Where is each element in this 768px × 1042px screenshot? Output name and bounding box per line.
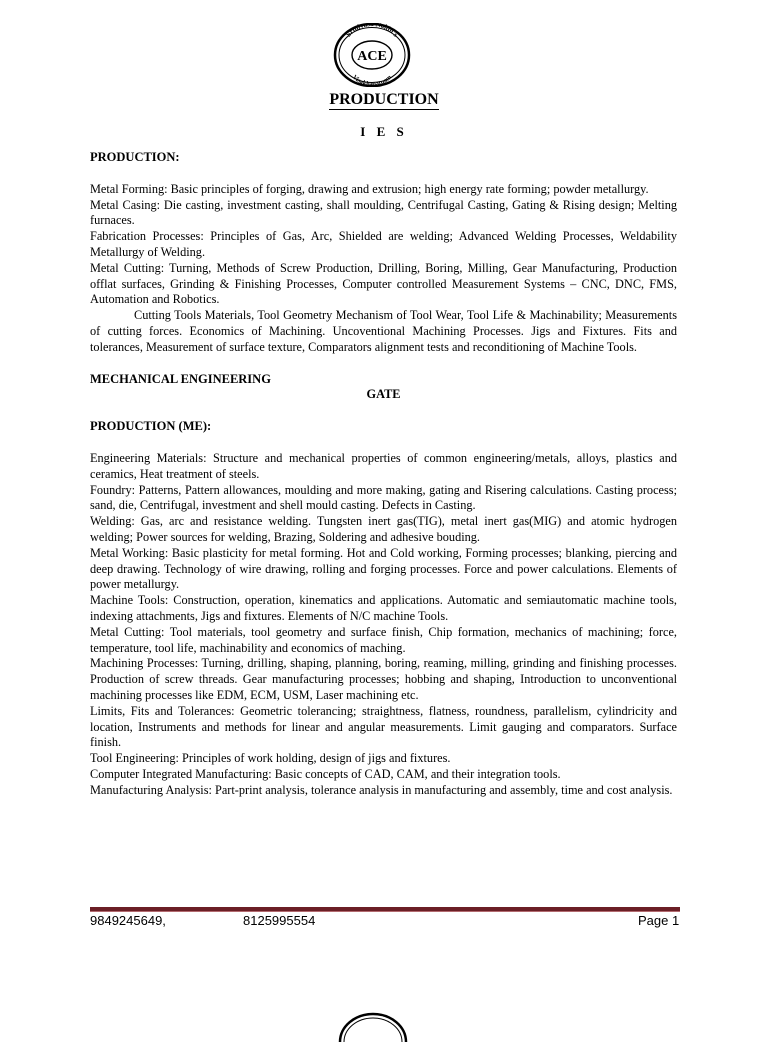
gate-branch-heading: MECHANICAL ENGINEERING — [90, 371, 271, 386]
ies-paragraph: Metal Casing: Die casting, investment casting, shall moulding, Centrifugal Casting, Gating & Rising design; Melting furnaces. — [90, 197, 677, 228]
logo-center-text: ACE — [357, 49, 387, 64]
next-page-logo — [338, 1012, 408, 1042]
gate-paragraph: Tool Engineering: Principles of work holding, design of jigs and fixtures. — [90, 751, 451, 766]
gate-paragraph: Metal Working: Basic plasticity for metal forming. Hot and Cold working, Forming processes; blanking, piercing and deep drawing. Technology of wire drawing, rolling and forging processes. Force and power calculations. Elements of power metallurgy. — [90, 545, 677, 592]
gate-paragraph: Manufacturing Analysis: Part-print analysis, tolerance analysis in manufacturing and assembly, time and cost analysis. — [90, 782, 673, 797]
gate-paragraph: Computer Integrated Manufacturing: Basic concepts of CAD, CAM, and their integration tools. — [90, 766, 561, 781]
gate-paragraph: Limits, Fits and Tolerances: Geometric tolerancing; straightness, flatness, roundness, parallelism, cylindricity and location, Instruments and methods for linear and angular measurements. Limit gauging and comparators. Surface finish. — [90, 703, 677, 750]
page-title-text: PRODUCTION — [329, 91, 439, 108]
ies-paragraph: Metal Cutting: Turning, Methods of Screw Production, Drilling, Boring, Milling, Gear Manufacturing, Production offlat surfaces, Grinding & Finishing Processes, Computer controlled Measurement Systems – CNC, DNC, FMS, Automation and Robotics. — [90, 260, 677, 307]
ies-paragraph: Fabrication Processes: Principles of Gas, Arc, Shielded are welding; Advanced Welding Processes, Weldability Metallurgy of Welding. — [90, 229, 677, 259]
gate-exam-heading: GATE — [366, 387, 401, 402]
ies-paragraph: Metal Forming: Basic principles of forging, drawing and extrusion; high energy rate forming; powder metallurgy. — [90, 181, 649, 196]
gate-paragraph: Engineering Materials: Structure and mechanical properties of common engineering/metals, alloys, plastics and ceramics, Heat treatment of steels. — [90, 450, 677, 481]
gate-paragraph: Metal Cutting: Tool materials, tool geometry and surface finish, Chip formation, mechanics of machining; force, temperature, tool life, machinability and economics of maching. — [90, 624, 677, 655]
footer-divider — [90, 907, 680, 912]
gate-section-heading: PRODUCTION (ME): — [90, 419, 212, 434]
footer-phone-2: 8125995554 — [243, 913, 316, 928]
footer-page-number: Page 1 — [638, 913, 680, 928]
syllabus-content — [90, 150, 677, 798]
page-title — [0, 90, 768, 110]
svg-text:Srinivasa Naidu's — [345, 23, 400, 39]
gate-paragraph: Welding: Gas, arc and resistance welding. Tungsten inert gas(TIG), metal inert gas(MIG) and atomic hydrogen welding; Power sources for welding, Brazing, Soldering and adhesive bouding. — [90, 514, 677, 544]
ies-section-heading: PRODUCTION: — [90, 150, 180, 164]
gate-paragraph: Foundry: Patterns, Pattern allowances, moulding and more making, gating and Risering calculations. Casting process; sand, die, Centrifugal, investment and shell mould casting. Defects in Casting. — [90, 482, 677, 513]
gate-paragraph: Machine Tools: Construction, operation, kinematics and applications. Automatic and semiautomatic machine tools, indexing attachments, Jigs and fixtures. Elements of N/C machine Tools. — [90, 593, 677, 623]
logo-top-text: Srinivasa Naidu's — [344, 23, 400, 39]
ies-paragraph: Cutting Tools Materials, Tool Geometry Mechanism of Tool Wear, Tool Life & Machinability; Measurements of cutting forces. Economics of Machining. Uncoventional Machining Processes. Jigs and Fixtures. Fits and tolerances, Measurement of surface texture, Comparators alignment tests and reconditioning of Machine Tools. — [90, 308, 677, 354]
svg-text:Visakhapatnam — [351, 73, 394, 87]
gate-paragraph: Machining Processes: Turning, drilling, shaping, planning, boring, reaming, milling, grinding and finishing processes. Production of screw threads. Gear manufacturing processes; hobbing and shaping, Introduction to unconventional machining processes like EDM, ECM, USM, Laser machining etc. — [90, 656, 677, 702]
ace-logo — [333, 23, 411, 87]
exam-subtitle: I E S — [360, 124, 408, 139]
footer-phone-1: 9849245649, — [90, 913, 166, 928]
logo-bottom-text: Visakhapatnam — [350, 73, 394, 87]
